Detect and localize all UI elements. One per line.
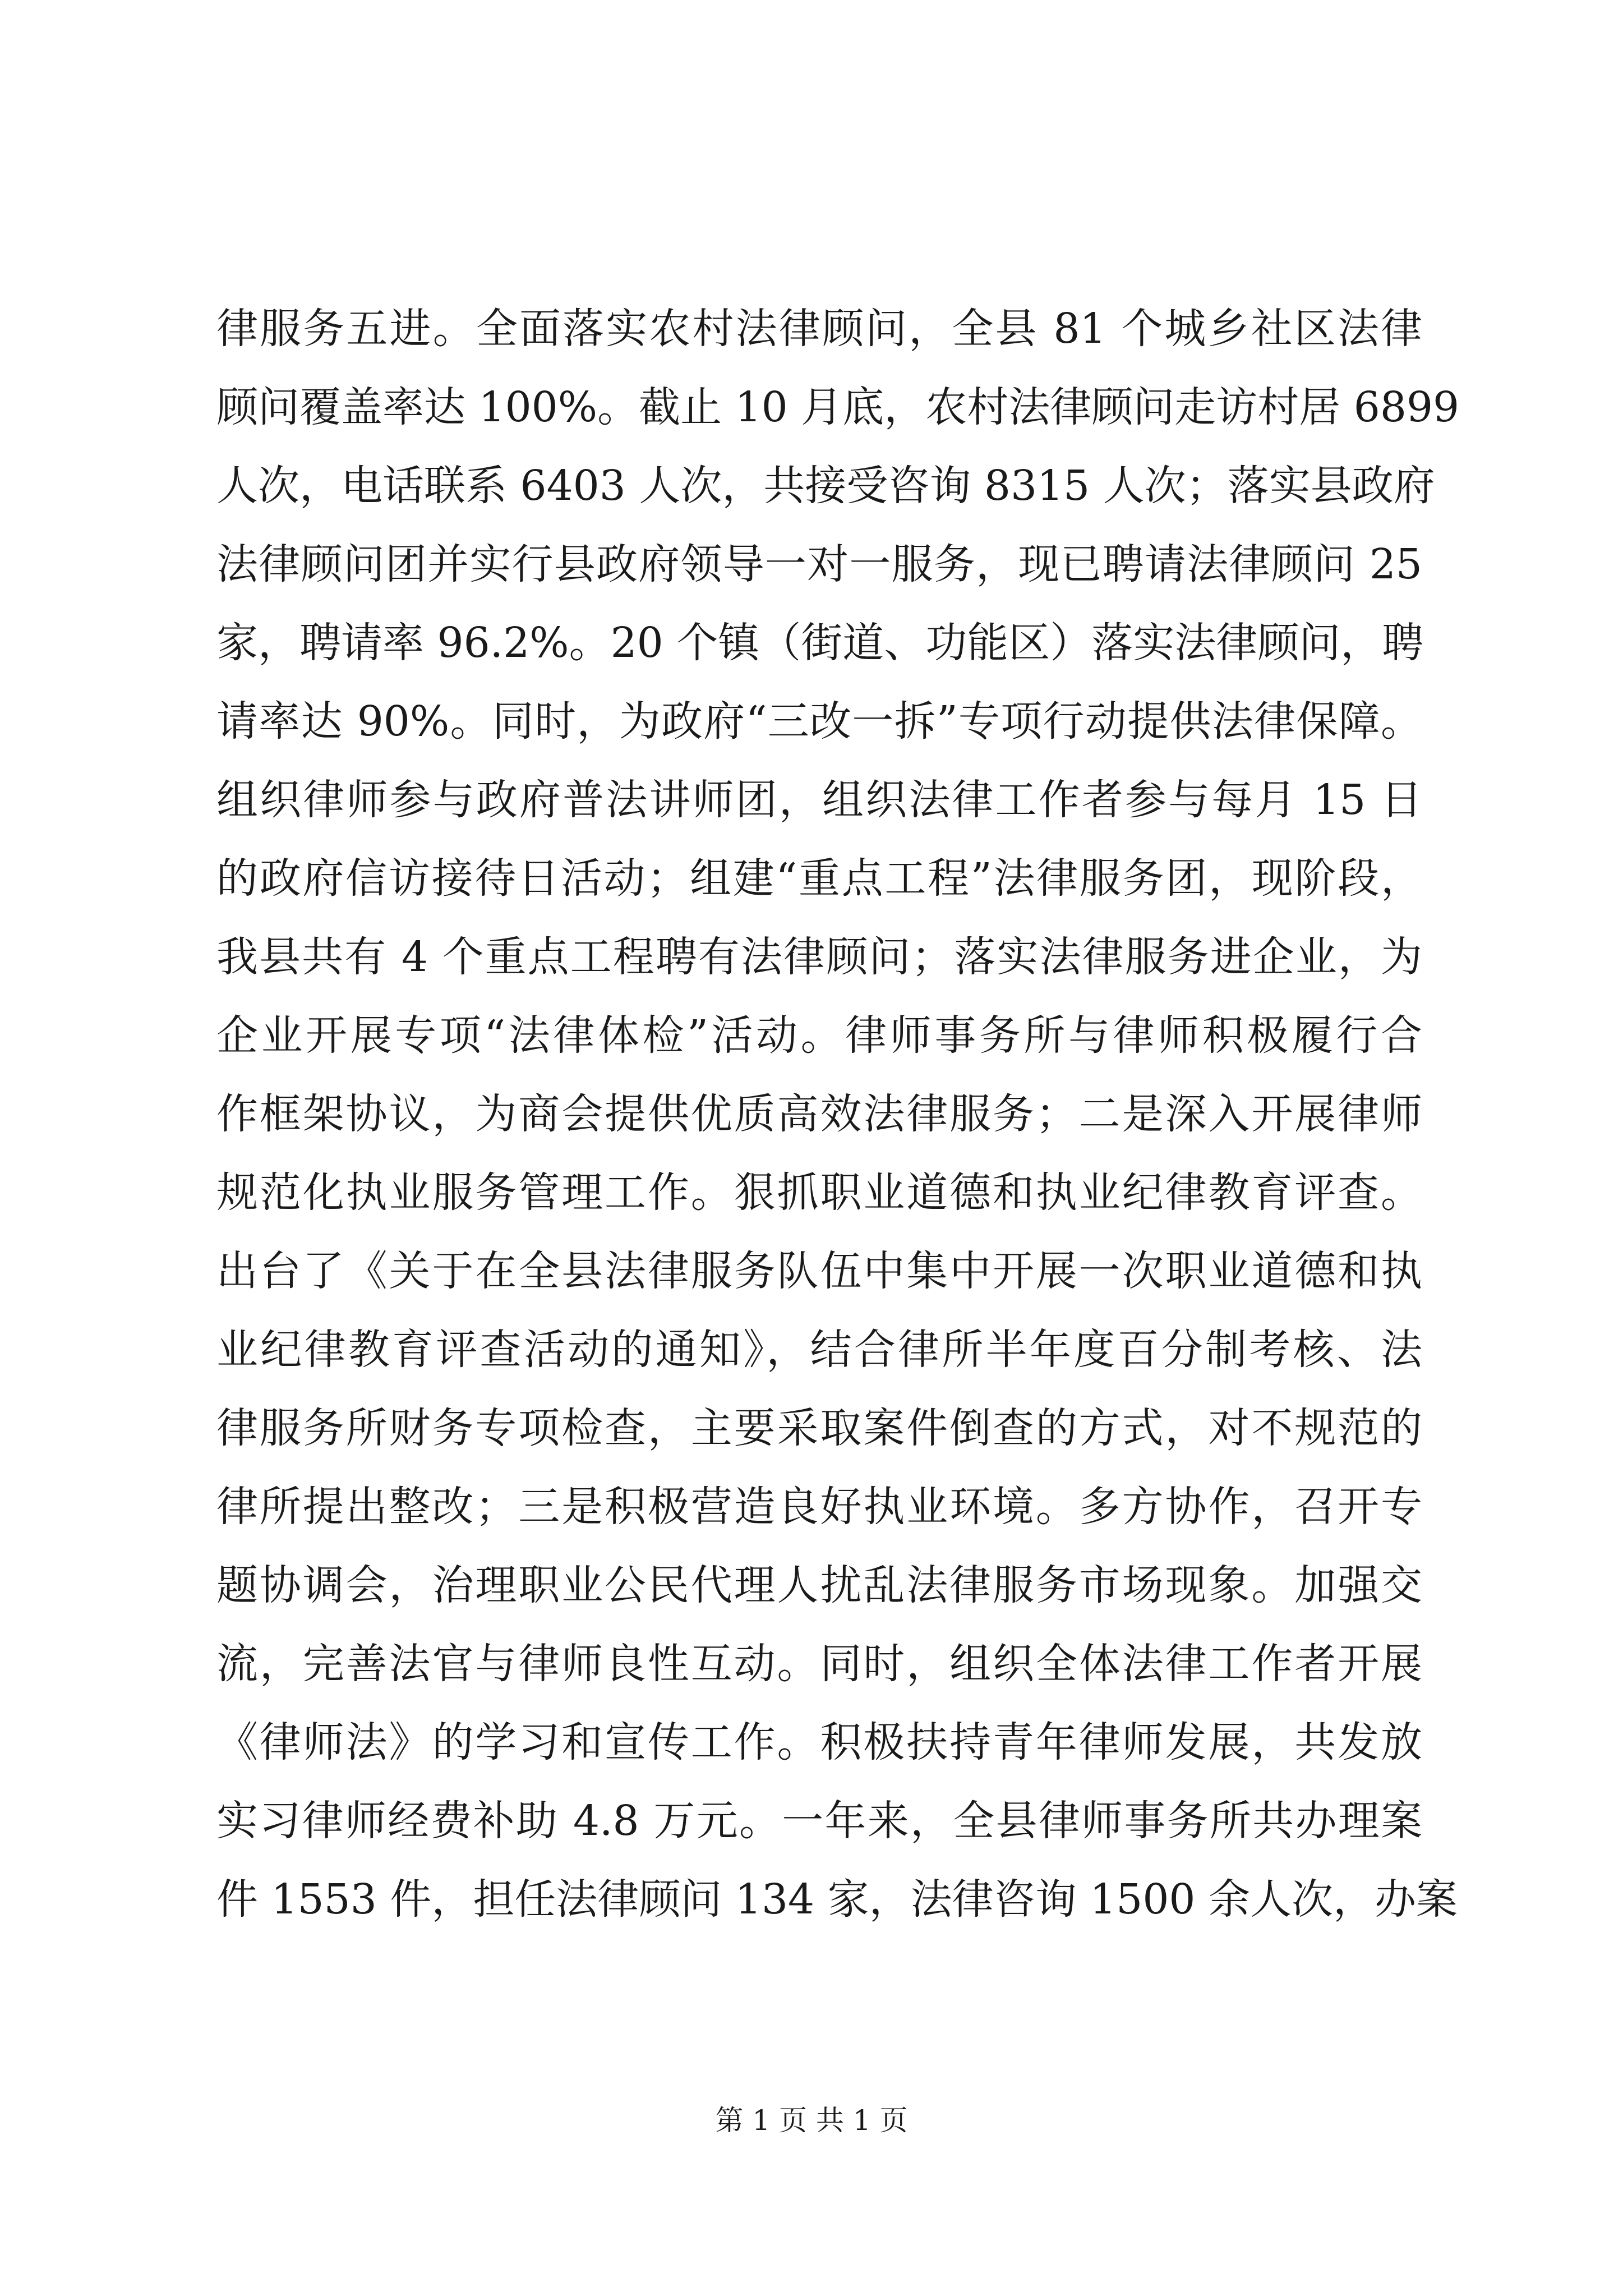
text-line: 人次，电话联系 6403 人次，共接受咨询 8315 人次；落实县政府 <box>216 462 1435 510</box>
text-line: 律服务五进。全面落实农村法律顾问，全县 81 个城乡社区法律 <box>216 305 1422 353</box>
text-line: 实习律师经费补助 4.8 万元。一年来，全县律师事务所共办理案 <box>216 1797 1422 1845</box>
text-line: 流，完善法官与律师良性互动。同时，组织全体法律工作者开展 <box>216 1640 1422 1688</box>
text-line: 的政府信访接待日活动；组建“重点工程”法律服务团，现阶段， <box>216 854 1422 903</box>
text-line: 我县共有 4 个重点工程聘有法律顾问；落实法律服务进企业，为 <box>216 933 1422 981</box>
text-line: 律服务所财务专项检查，主要采取案件倒查的方式，对不规范的 <box>216 1404 1422 1452</box>
page-footer: 第 1 页 共 1 页 <box>715 2104 908 2137</box>
text-line: 规范化执业服务管理工作。狠抓职业道德和执业纪律教育评查。 <box>216 1168 1422 1217</box>
text-line: 题协调会，治理职业公民代理人扰乱法律服务市场现象。加强交 <box>216 1561 1422 1609</box>
text-line: 作框架协议，为商会提供优质高效法律服务；二是深入开展律师 <box>216 1090 1422 1138</box>
text-line: 出台了《关于在全县法律服务队伍中集中开展一次职业道德和执 <box>216 1247 1422 1295</box>
text-line: 家，聘请率 96.2%。20 个镇（街道、功能区）落实法律顾问，聘 <box>216 619 1424 667</box>
text-line: 法律顾问团并实行县政府领导一对一服务，现已聘请法律顾问 25 <box>216 540 1422 588</box>
text-line: 企业开展专项“法律体检”活动。律师事务所与律师积极履行合 <box>216 1011 1422 1060</box>
text-line: 请率达 90%。同时，为政府“三改一拆”专项行动提供法律保障。 <box>216 697 1422 746</box>
text-line: 业纪律教育评查活动的通知》，结合律所半年度百分制考核、法 <box>216 1326 1422 1374</box>
text-line: 《律师法》的学习和宣传工作。积极扶持青年律师发展，共发放 <box>216 1718 1422 1766</box>
text-line: 件 1553 件，担任法律顾问 134 家，法律咨询 1500 余人次，办案 <box>216 1875 1458 1924</box>
text-line: 顾问覆盖率达 100%。截止 10 月底，农村法律顾问走访村居 6899 <box>216 383 1460 431</box>
body-paragraph <box>216 289 1460 1939</box>
text-line: 组织律师参与政府普法讲师团，组织法律工作者参与每月 15 日 <box>216 776 1422 824</box>
text-line: 律所提出整改；三是积极营造良好执业环境。多方协作，召开专 <box>216 1483 1422 1531</box>
